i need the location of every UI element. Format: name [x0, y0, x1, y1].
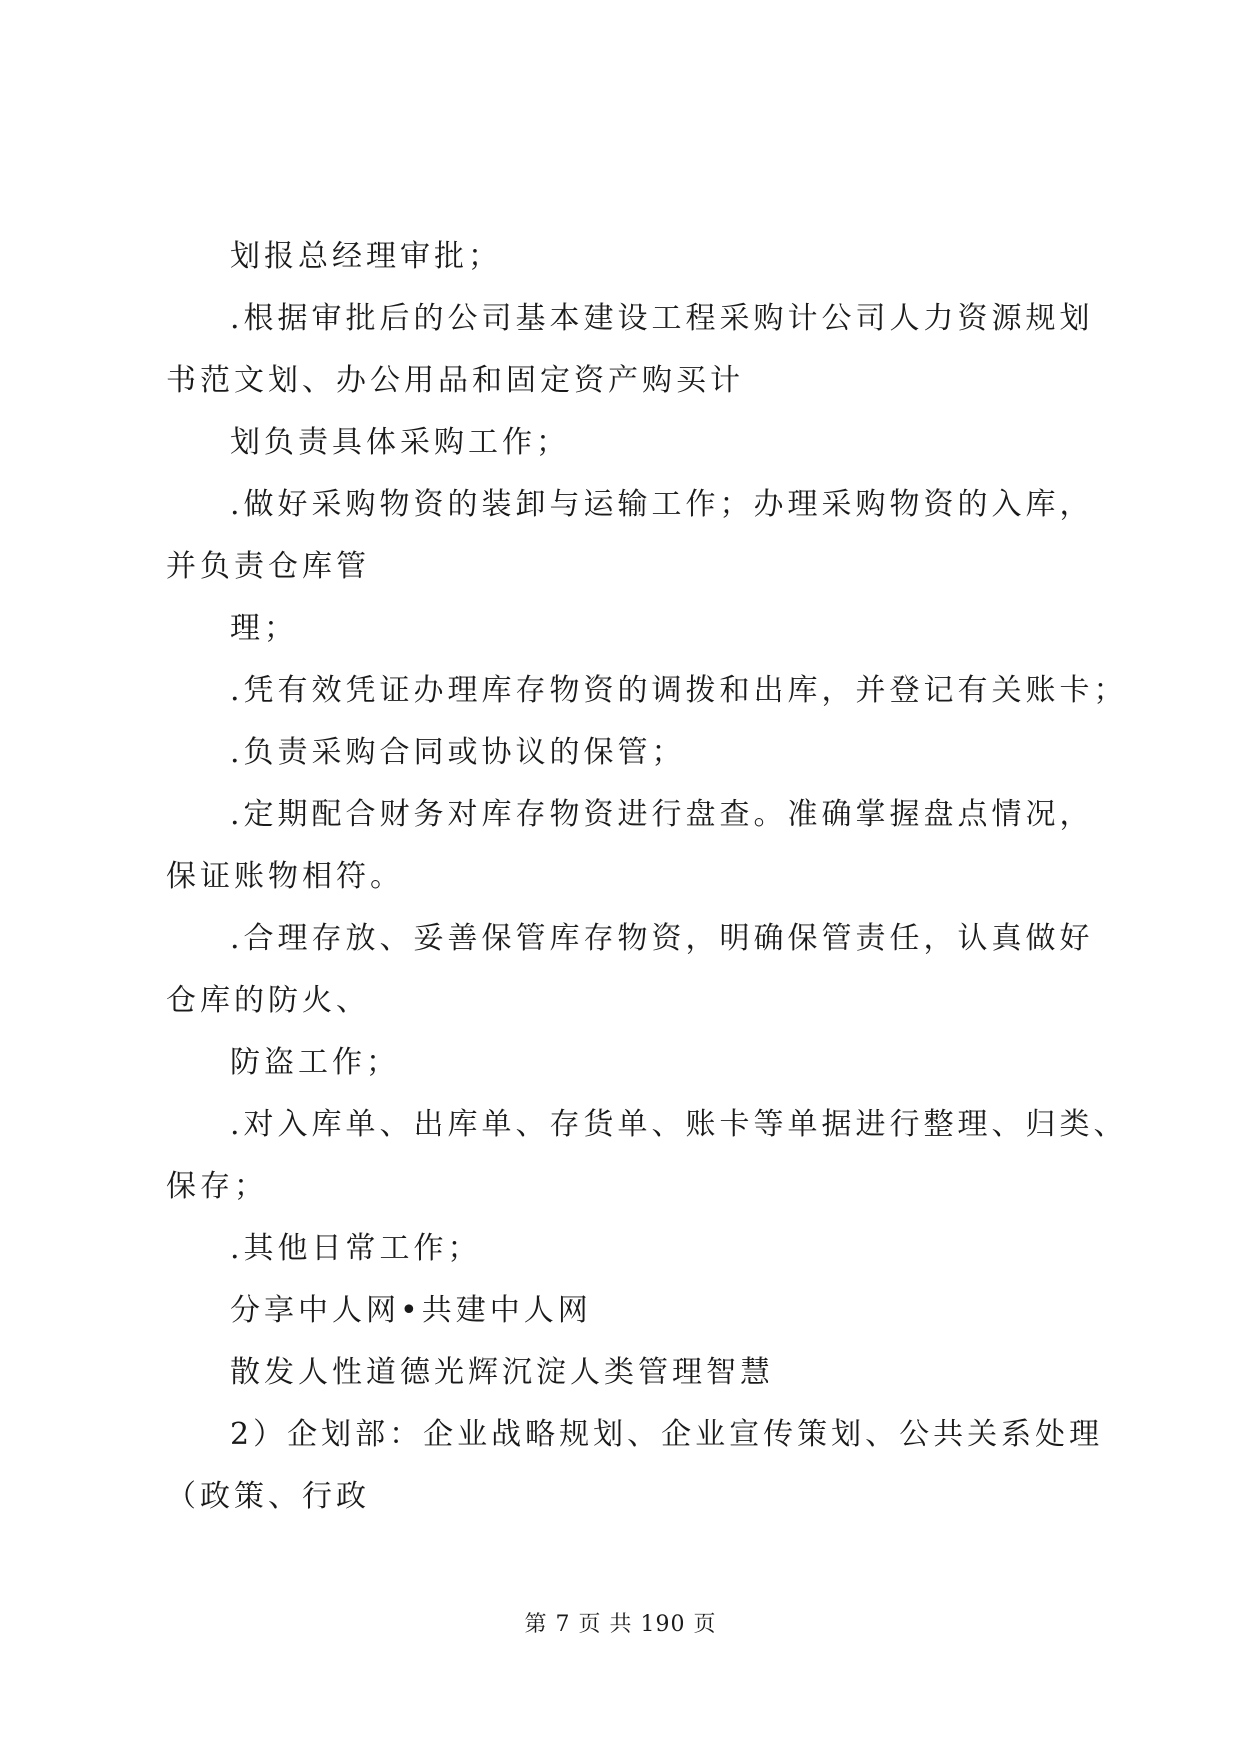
text-line-15: .对入库单、出库单、存货单、账卡等单据进行整理、归类、 [230, 1107, 1128, 1142]
text-line-11: 保证账物相符。 [166, 859, 404, 894]
text-line-3: 书范文划、办公用品和固定资产购买计 [166, 363, 744, 398]
page-footer: 第 7 页 共 190 页 [524, 1612, 717, 1637]
text-line-16: 保存； [166, 1169, 268, 1204]
text-line-1: 划报总经理审批； [230, 239, 502, 274]
text-line-21: （政策、行政 [166, 1479, 370, 1514]
text-line-13: 仓库的防火、 [166, 983, 370, 1018]
text-line-17: .其他日常工作； [230, 1231, 482, 1266]
text-line-20: 2）企划部：企业战略规划、企业宣传策划、公共关系处理 [230, 1417, 1104, 1452]
text-line-14: 防盗工作； [230, 1045, 400, 1080]
text-line-12: .合理存放、妥善保管库存物资，明确保管责任，认真做好 [230, 921, 1094, 956]
text-line-8: .凭有效凭证办理库存物资的调拨和出库，并登记有关账卡； [230, 673, 1128, 708]
text-line-5: .做好采购物资的装卸与运输工作；办理采购物资的入库， [230, 487, 1094, 522]
text-line-4: 划负责具体采购工作； [230, 425, 570, 460]
text-line-7: 理； [230, 611, 298, 646]
text-line-10: .定期配合财务对库存物资进行盘查。准确掌握盘点情况， [230, 797, 1094, 832]
text-line-19: 散发人性道德光辉沉淀人类管理智慧 [230, 1355, 774, 1390]
text-line-18: 分享中人网•共建中人网 [230, 1293, 592, 1328]
text-line-9: .负责采购合同或协议的保管； [230, 735, 686, 770]
text-line-6: 并负责仓库管 [166, 549, 370, 584]
text-line-2: .根据审批后的公司基本建设工程采购计公司人力资源规划 [230, 301, 1094, 336]
